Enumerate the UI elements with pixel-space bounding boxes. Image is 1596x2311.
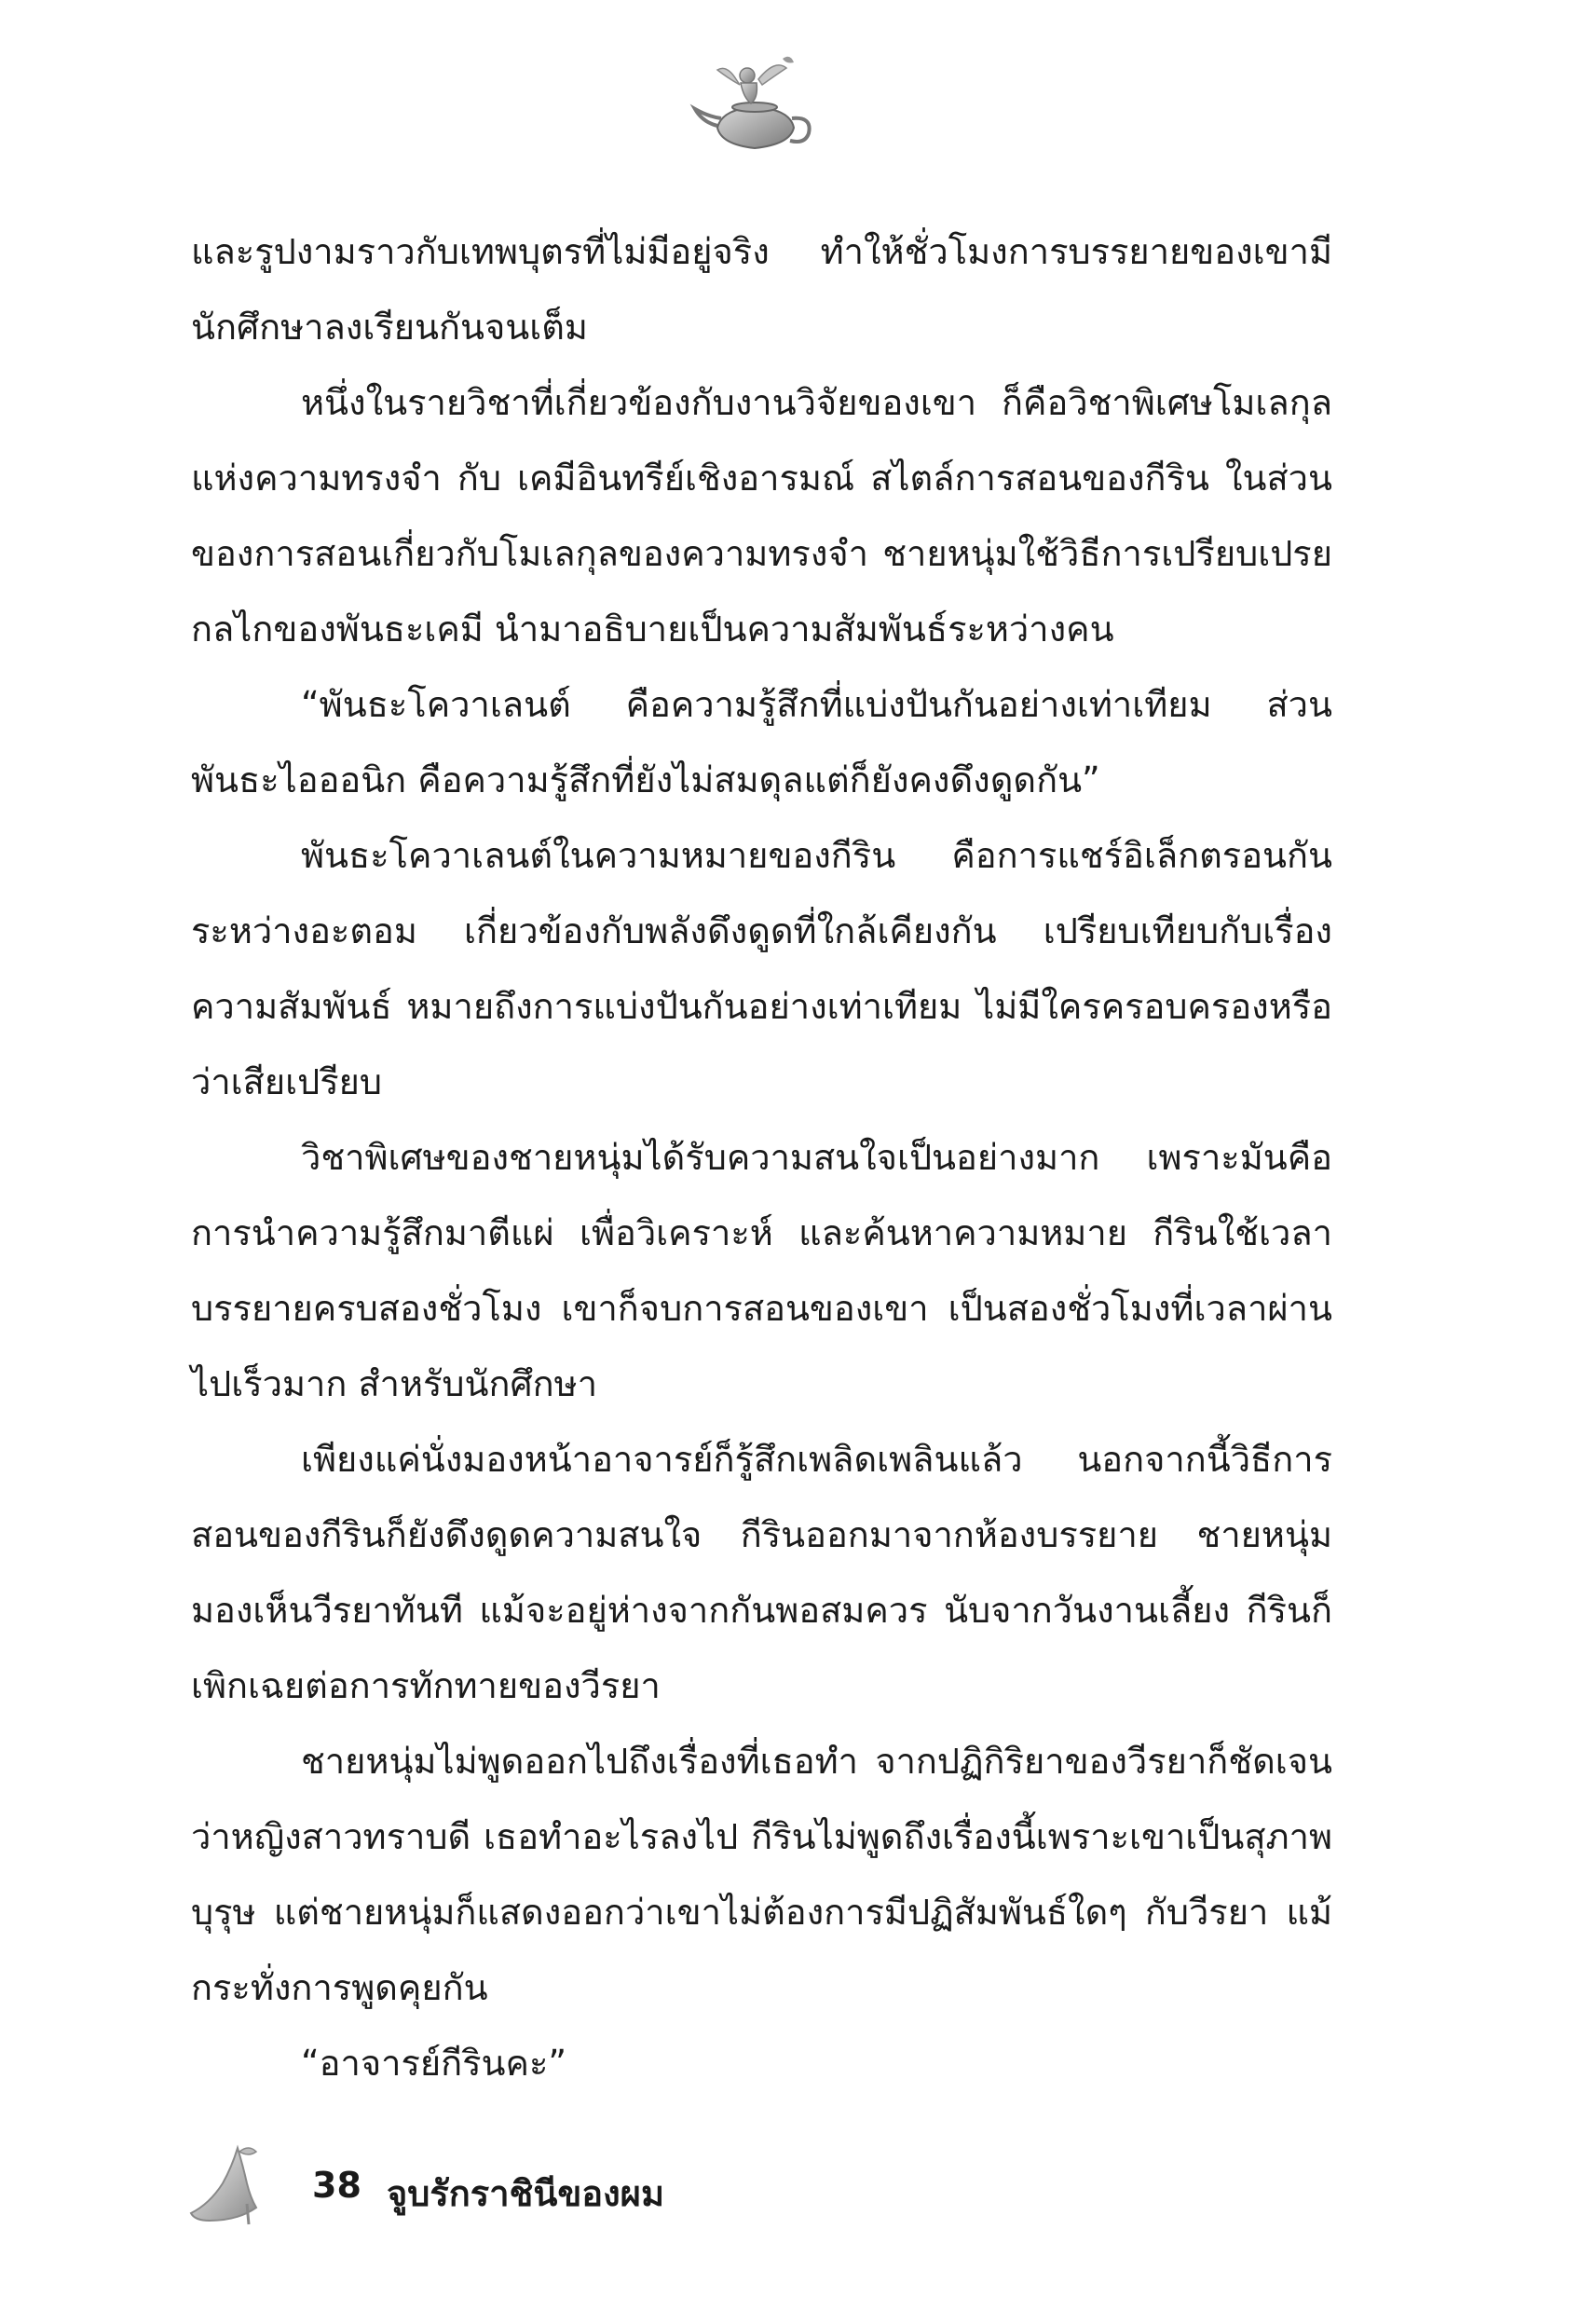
paragraph: พันธะโควาเลนต์ในความหมายของกีริน คือการแชร์อิเล็กตรอนกันระหว่างอะตอม เกี่ยวข้องกับพลังดึงดูดที่ใกล้เคียงกัน เปรียบเทียบกับเรื่องความสัมพันธ์ หมายถึงการแบ่งปันกันอย่างเท่าเทียม ไม่มีใครครอบครองหรือว่าเสียเปรียบ (191, 835, 1332, 1102)
cupid-teapot-icon (689, 51, 820, 163)
paragraph: วิชาพิเศษของชายหนุ่มได้รับความสนใจเป็นอย่างมาก เพราะมันคือการนำความรู้สึกมาตีแผ่ เพื่อวิเคราะห์ และค้นหาความหมาย กีรินใช้เวลาบรรยายครบสองชั่วโมง เขาก็จบการสอนของเขา เป็นสองชั่วโมงที่เวลาผ่านไปเร็วมาก สำหรับนักศึกษา (191, 1137, 1332, 1404)
chapter-body (191, 214, 1332, 2101)
paragraph: เพียงแค่นั่งมองหน้าอาจารย์ก็รู้สึกเพลิดเพลินแล้ว นอกจากนี้วิธีการสอนของกีรินก็ยังดึงดูดความสนใจ กีรินออกมาจากห้องบรรยาย ชายหนุ่มมองเห็นวีรยาทันที แม้จะอยู่ห่างจากกันพอสมควร นับจากวันงานเลี้ยง กีรินก็เพิกเฉยต่อการทักทายของวีรยา (191, 1439, 1332, 1706)
dialogue-paragraph: “อาจารย์กีรินคะ” (301, 2043, 567, 2084)
dialogue-paragraph: “พันธะโควาเลนต์ คือความรู้สึกที่แบ่งปันกันอย่างเท่าเทียม ส่วนพันธะไอออนิก คือความรู้สึกที่ยังไม่สมดุลแต่ก็ยังคงดึงดูดกัน” (191, 684, 1332, 800)
paragraph: ชายหนุ่มไม่พูดออกไปถึงเรื่องที่เธอทำ จากปฏิกิริยาของวีรยาก็ชัดเจนว่าหญิงสาวทราบดี เธอทำอะไรลงไป กีรินไม่พูดถึงเรื่องนี้เพราะเขาเป็นสุภาพบุรุษ แต่ชายหนุ่มก็แสดงออกว่าเขาไม่ต้องการมีปฏิสัมพันธ์ใดๆ กับวีรยา แม้กระทั่งการพูดคุยกัน (191, 1741, 1332, 2008)
book-title: จูบรักราชินีของผม (387, 2173, 664, 2214)
paragraph: หนึ่งในรายวิชาที่เกี่ยวข้องกับงานวิจัยของเขา ก็คือวิชาพิเศษโมเลกุลแห่งความทรงจำ กับ เคมีอินทรีย์เชิงอารมณ์ สไตล์การสอนของกีริน ในส่วนของการสอนเกี่ยวกับโมเลกุลของความทรงจำ ชายหนุ่มใช้วิธีการเปรียบเปรย กลไกของพันธะเคมี นำมาอธิบายเป็นความสัมพันธ์ระหว่างคน (191, 382, 1332, 650)
glass-slipper-icon (182, 2139, 266, 2227)
paragraph: และรูปงามราวกับเทพบุตรที่ไม่มีอยู่จริง ทำให้ชั่วโมงการบรรยายของเขามีนักศึกษาลงเรียนกันจนเต็ม (191, 231, 1332, 348)
page-number: 38 (312, 2165, 361, 2206)
page-footer (182, 2139, 834, 2232)
